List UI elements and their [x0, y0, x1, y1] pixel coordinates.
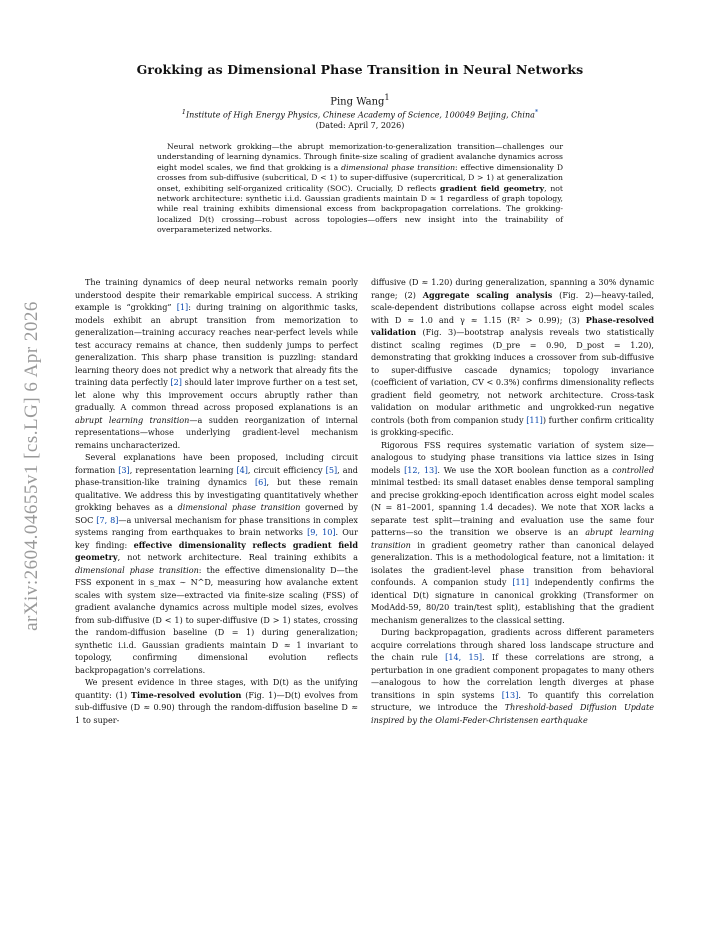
abstract-emphasis: dimensional phase transition: [341, 162, 456, 172]
bold-text: Aggregate scaling analysis: [422, 289, 553, 300]
citation-link[interactable]: [11]: [526, 414, 543, 425]
paragraph: [75, 676, 358, 726]
bold-text: effective dimensionality reflects gradient field geometry: [75, 539, 358, 562]
citation-link[interactable]: [9, 10]: [307, 527, 336, 537]
text: in gradient geometry rather than canonical delayed generalization. This is a methodological feature, not a limitation: it isolates the gradient-level phase transition from behavioral confounds. A companion study: [371, 539, 654, 587]
emphasis: abrupt learning transition: [75, 414, 190, 425]
citation-link[interactable]: [6]: [254, 477, 267, 487]
emphasis: Threshold-based Diffusion Update inspired by the Olami-Feder-Christensen earthquake: [371, 702, 654, 725]
emphasis: controlled: [612, 464, 655, 475]
text: should later improve further on a test set, let alone why this improvement occurs abruptly rather than gradually. A common thread across proposed explanations is an: [75, 377, 358, 412]
text: The training dynamics of deep neural networks remain poorly understood despite their remarkable empirical success. A striking example is “grokking”: [75, 277, 358, 312]
bold-text: Time-resolved evolution: [130, 689, 242, 700]
emphasis: dimensional phase transition: [177, 502, 301, 512]
citation-link[interactable]: [2]: [170, 377, 182, 387]
citation-link[interactable]: [4]: [236, 464, 248, 475]
text: ) further confirm criticality is grokking-specific.: [371, 414, 654, 437]
text: governed by SOC: [75, 502, 358, 525]
text: , but these remain qualitative. We address this by investigating quantitatively whether grokking behaves as a: [75, 477, 358, 512]
text: —a universal mechanism for phase transitions in complex systems ranging from earthquakes to brain networks: [75, 514, 358, 537]
text: diffusive (D ≈ 1.20) during generalization, spanning a 30% dynamic range; (2): [371, 277, 654, 300]
text: : during training on algorithmic tasks, models exhibit an abrupt transition from memorization to generalization—training accuracy reaches near-perfect levels while test accuracy remains at chance, then suddenly jumps to perfect generalization. This sharp phase transition is puzzling: standard learning theory does not predict why a network that already fits the training data perfectly: [75, 302, 359, 387]
citation-link[interactable]: [7, 8]: [96, 514, 119, 525]
emphasis: abrupt learning transition: [371, 527, 654, 550]
arxiv-sidebar: [18, 268, 46, 663]
text: , and phase-transition-like training dynamics: [75, 464, 358, 487]
text: Rigorous FSS requires systematic variation of system size—analogous to studying phase transitions via lattice sizes in Ising models: [371, 439, 654, 475]
arxiv-identifier: arXiv:2604.04655v1 [cs.LG] 6 Apr 2026: [21, 300, 43, 631]
text: . If these correlations are strong, a perturbation in one gradient component propagates to many others—analogous to how the correlation length diverges at phase transitions in spin systems: [371, 652, 654, 700]
abstract-text: : effective dimensionality D crosses from sub-diffusive (subcritical, D < 1) to super-diffusive (supercritical, D > 1) at generalization onset, exhibiting self-organized criticality (SOC). Crucially, D reflects: [157, 162, 563, 193]
text: . We use the XOR boolean function as a: [437, 464, 613, 475]
abstract-text: , not network architecture: synthetic i.i.d. Gaussian gradients maintain D ≈ 1 regardless of graph topology, while real training exhibits dimensional excess from backpropagation correlations. The grokking-localized D(t) crossing—robust across topologies—offers new insight into the trainability of overparameterized networks.: [157, 183, 563, 235]
text: , circuit efficiency: [247, 464, 326, 475]
citation-link[interactable]: [1]: [176, 302, 189, 312]
author-name: Ping Wang: [330, 96, 385, 108]
paper-title: Grokking as Dimensional Phase Transition in Neural Networks: [136, 62, 584, 77]
emphasis: dimensional phase transition: [75, 564, 199, 575]
text: . Our key finding:: [75, 527, 358, 550]
abstract-bold: gradient field geometry: [440, 183, 545, 193]
dated-line: (Dated: April 7, 2026): [315, 121, 405, 130]
text: (Fig. 1)—D(t) evolves from sub-diffusive (D ≈ 0.90) through the random-diffusion baseline D ≈ 1 to super-: [75, 689, 359, 725]
email-footnote-link[interactable]: *: [534, 108, 539, 116]
text: (Fig. 2)—heavy-tailed, scale-dependent distributions collapse across eight model scales with D ≈ 1.0 and γ ≈ 1.15 (R² > 0.99); (3): [371, 289, 654, 325]
text: We present evidence in three stages, with D(t) as the unifying quantity: (1): [75, 677, 358, 700]
author-line: [80, 92, 640, 107]
text: minimal testbed: its small dataset enables dense temporal sampling and precise grokking-epoch identification across eight model scales (N = 81–2001, spanning 1.4 decades). We note that XOR lacks a separate test split—training and evaluation use the same four patterns—so the transition we observe is an: [371, 477, 654, 537]
citation-link[interactable]: [11]: [512, 577, 529, 587]
citation-link[interactable]: [5]: [325, 464, 338, 475]
citation-link[interactable]: [14, 15]: [445, 652, 483, 662]
text: . To quantify this correlation structure, we introduce the: [371, 689, 654, 712]
text: : the effective dimensionality D—the FSS exponent in s_max ∼ N^D, measuring how avalanche extent scales with system size—extracted via finite-size scaling (FSS) of gradient avalanche dynamics across multiple model sizes, evolves from sub-diffusive (D < 1) to super-diffusive (D > 1) states, crossing the random-diffusion baseline (D = 1) during generalization; synthetic i.i.d. Gaussian gradients maintain D ≈ 1 invariant to topology, confirming dimensional evolution reflects backpropagation's correlations.: [75, 564, 359, 675]
text: independently confirms the identical D(t) signature in canonical grokking (Transformer on ModAdd-59, 80/20 train/test split), establishing that the gradient mechanism generalizes to the classical setting.: [371, 577, 654, 625]
abstract: [157, 142, 563, 236]
paragraph: [371, 439, 654, 627]
affiliation-number: 1: [181, 108, 186, 116]
paragraph: [75, 451, 358, 676]
bold-text: Phase-resolved validation: [371, 314, 654, 337]
citation-link[interactable]: [12, 13]: [404, 464, 438, 475]
paragraph: [371, 276, 654, 439]
right-column: [371, 276, 654, 726]
affiliation: [80, 108, 640, 120]
author-affiliation-mark: 1: [384, 92, 390, 102]
text: Several explanations have been proposed, including circuit formation: [75, 452, 358, 475]
paragraph: [75, 276, 358, 451]
affiliation-text: Institute of High Energy Physics, Chinese Academy of Science, 100049 Beijing, China: [186, 110, 535, 120]
abstract-text: Neural network grokking—the abrupt memorization-to-generalization transition—challenges our understanding of learning dynamics. Through finite-size scaling of gradient avalanche dynamics across eight model scales, we find that grokking is a: [157, 142, 563, 172]
left-column: [75, 276, 358, 726]
text: (Fig. 3)—bootstrap analysis reveals two statistically distinct scaling regimes (D_pre = 0.90, D_post = 1.20), demonstrating that grokking induces a crossover from sub-diffusive to super-diffusive cascade dynamics; topology invariance (coefficient of variation, CV < 0.3%) confirms dimensionality reflects gradient field geometry, not network architecture. Cross-task validation on modular arithmetic and ungrokked-run negative controls (both from companion study: [371, 327, 654, 425]
paragraph: [371, 626, 654, 726]
citation-link[interactable]: [13]: [501, 689, 519, 700]
text: , representation learning: [129, 464, 237, 475]
text: During backpropagation, gradients across different parameters acquire correlations through shared loss landscape structure and the chain rule: [371, 627, 654, 662]
text: —a sudden reorganization of internal representations—whose underlying gradient-level mechanism remains uncharacterized.: [75, 414, 359, 450]
citation-link[interactable]: [3]: [118, 464, 130, 475]
text: , not network architecture. Real training exhibits a: [117, 552, 358, 562]
